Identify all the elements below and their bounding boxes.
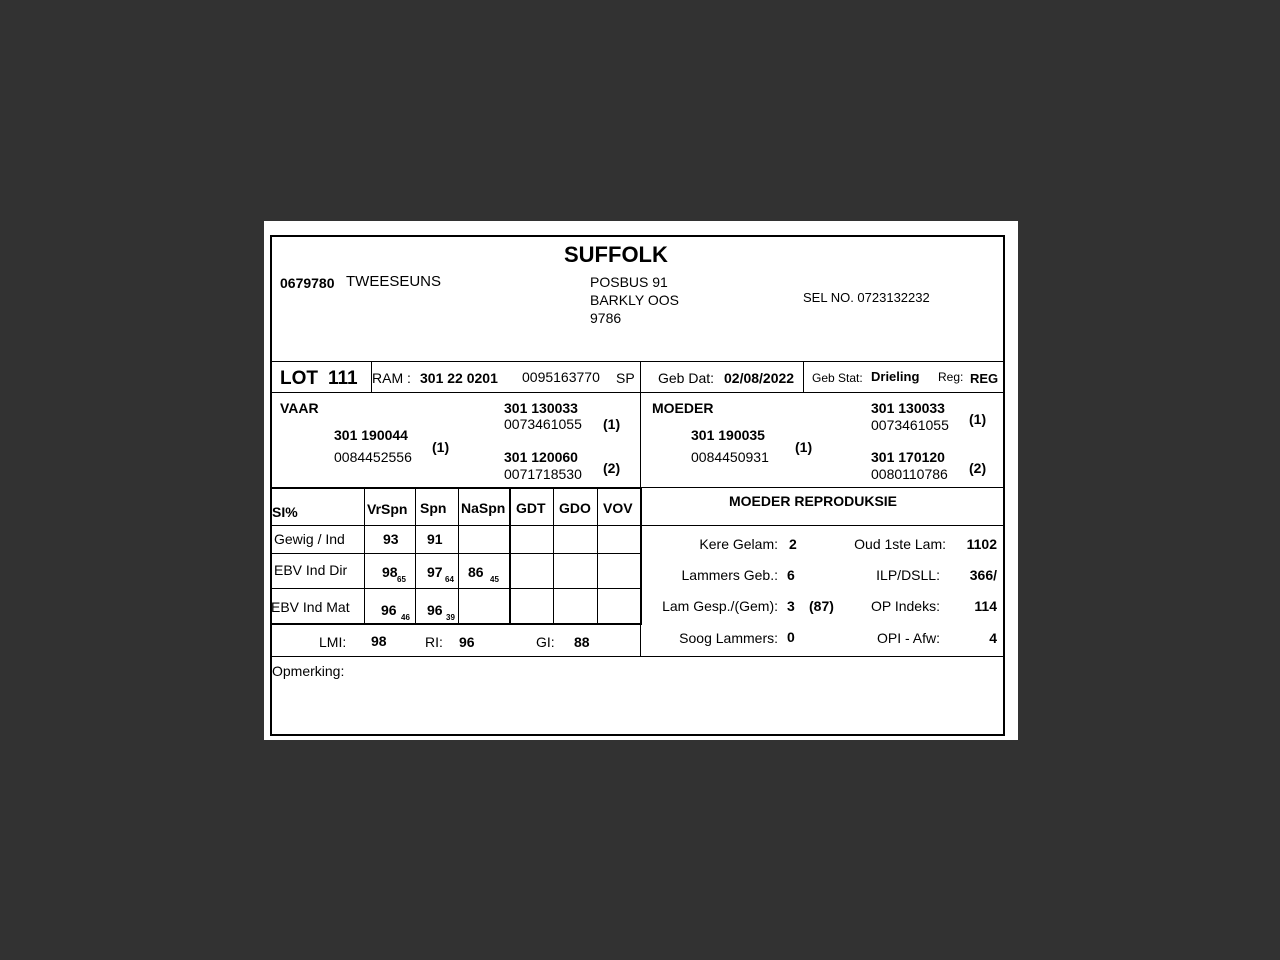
sire-sire-id: 301 130033 (504, 400, 578, 416)
soog-lammers-label: Soog Lammers: (679, 630, 778, 646)
op-indeks-label: OP Indeks: (870, 598, 940, 614)
sel-number: SEL NO. 0723132232 (803, 290, 930, 305)
cell-vrspn-sub: 65 (397, 575, 406, 584)
breed-title: SUFFOLK (564, 242, 668, 267)
kere-gelam-label: Kere Gelam: (699, 536, 778, 552)
geb-dat-label: Geb Dat: (658, 370, 715, 386)
kere-gelam-value: 2 (789, 536, 797, 552)
dam-dam-id: 301 170120 (871, 449, 945, 465)
row-label-ebv-mat: EBV Ind Mat (271, 599, 350, 615)
col-header-vov: VOV (603, 500, 633, 516)
dam-sire-number: 0073461055 (871, 417, 949, 433)
lot-number: 111 (328, 368, 358, 389)
col-header-gdt: GDT (516, 500, 546, 516)
cell-naspn-sub: 45 (490, 575, 499, 584)
cell-spn: 97 (427, 564, 443, 580)
remarks-label: Opmerking: (272, 663, 345, 679)
table-grid (509, 487, 511, 623)
dam-dam-mark: (2) (969, 460, 987, 476)
divider (272, 392, 1003, 393)
dam-reproduction-title: MOEDER REPRODUKSIE (729, 493, 898, 509)
lam-gesp-gem-value: (87) (809, 598, 834, 614)
dam-mark: (1) (795, 439, 813, 455)
lot-label: LOT (280, 368, 318, 389)
sire-dam-mark: (2) (603, 460, 621, 476)
gi-label: GI: (536, 634, 555, 650)
cell-spn-sub: 64 (445, 575, 454, 584)
divider (640, 525, 1003, 526)
divider (272, 656, 1003, 657)
dam-sire-id: 301 130033 (871, 400, 945, 416)
dam-sire-mark: (1) (969, 411, 987, 427)
cell-spn-sub: 39 (446, 613, 455, 622)
sire-sire-mark: (1) (603, 416, 621, 432)
divider (640, 361, 641, 392)
sire-sire-number: 0073461055 (504, 416, 582, 432)
col-header-naspn: NaSpn (461, 500, 506, 516)
lam-gesp-label: Lam Gesp./(Gem): (662, 598, 778, 614)
lam-gesp-value: 3 (787, 598, 795, 614)
ram-number: 0095163770 (522, 369, 600, 385)
col-header-si: SI% (272, 504, 298, 520)
table-grid (553, 487, 554, 623)
table-grid (272, 588, 642, 589)
cell-naspn: 86 (468, 564, 484, 580)
divider (803, 361, 804, 392)
ram-label: RAM : (372, 370, 411, 386)
cell-vrspn: 96 (381, 602, 397, 618)
row-label-gewig: Gewig / Ind (274, 531, 345, 547)
sire-label: VAAR (280, 400, 319, 416)
oud-1ste-lam-label: Oud 1ste Lam: (854, 536, 946, 552)
table-border (272, 487, 642, 489)
sire-mark: (1) (432, 439, 450, 455)
cell-vrspn: 93 (383, 531, 399, 547)
dam-label: MOEDER (652, 400, 714, 416)
geb-stat-value: Drieling (871, 369, 920, 384)
table-grid (272, 553, 642, 554)
dam-dam-number: 0080110786 (871, 466, 948, 482)
table-grid (272, 525, 642, 526)
divider (272, 361, 1003, 362)
table-grid (458, 487, 459, 623)
row-label-ebv-dir: EBV Ind Dir (274, 562, 348, 578)
lammers-geb-value: 6 (787, 567, 795, 583)
table-grid (597, 487, 598, 623)
divider (640, 487, 1003, 488)
address-line-1: POSBUS 91 (590, 274, 668, 290)
table-border (270, 623, 642, 625)
opi-afw-label: OPI - Afw: (876, 630, 940, 646)
address-line-2: BARKLY OOS (590, 292, 679, 308)
ri-value: 96 (459, 634, 475, 650)
lmi-value: 98 (371, 633, 387, 649)
op-indeks-value: 114 (974, 598, 997, 614)
cell-spn: 96 (427, 602, 443, 618)
lmi-label: LMI: (319, 634, 347, 650)
card-border (270, 235, 1005, 736)
owner-name: TWEESEUNS (346, 273, 442, 290)
geb-stat-label: Geb Stat: (812, 371, 863, 385)
reg-value: REG (970, 371, 999, 386)
sire-id: 301 190044 (334, 427, 408, 443)
ilp-dsll-value: 366/ (969, 567, 997, 583)
geb-dat-value: 02/08/2022 (724, 370, 795, 386)
table-grid (415, 487, 416, 623)
cell-vrspn-sub: 46 (401, 613, 410, 622)
cell-vrspn: 98 (382, 564, 398, 580)
ri-label: RI: (425, 634, 443, 650)
col-header-gdo: GDO (559, 500, 591, 516)
table-grid (364, 487, 365, 623)
table-grid (640, 487, 642, 623)
lot-card (270, 235, 1005, 736)
opi-afw-value: 4 (989, 630, 997, 646)
sire-dam-id: 301 120060 (504, 449, 578, 465)
soog-lammers-value: 0 (787, 629, 795, 645)
oud-1ste-lam-value: 1102 (966, 536, 997, 552)
col-header-spn: Spn (420, 500, 447, 516)
ram-id: 301 22 0201 (420, 370, 498, 386)
sire-dam-number: 0071718530 (504, 466, 582, 482)
col-header-vrspn: VrSpn (367, 501, 408, 517)
address-line-3: 9786 (590, 310, 622, 326)
cell-spn: 91 (427, 531, 443, 547)
ilp-dsll-label: ILP/DSLL: (876, 567, 940, 583)
reg-label: Reg: (938, 370, 964, 384)
dam-id: 301 190035 (691, 427, 765, 443)
gi-value: 88 (574, 634, 590, 650)
owner-number: 0679780 (280, 275, 335, 291)
ram-sp: SP (616, 370, 635, 386)
dam-number: 0084450931 (691, 449, 769, 465)
sire-number: 0084452556 (334, 449, 412, 465)
lammers-geb-label: Lammers Geb.: (681, 567, 778, 583)
